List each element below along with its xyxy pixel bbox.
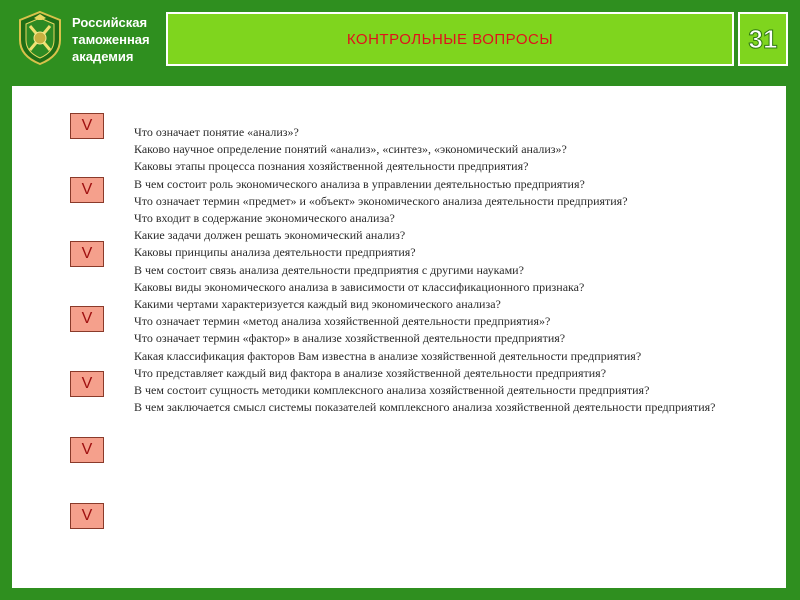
academy-name-line: Российская — [72, 15, 148, 30]
question-item: Каково научное определение понятий «анализ», «синтез», «экономический анализ»? — [134, 142, 567, 157]
check-marker[interactable]: V — [70, 177, 104, 203]
page-number: 31 — [748, 23, 778, 54]
check-marker[interactable]: V — [70, 503, 104, 529]
slide-title: КОНТРОЛЬНЫЕ ВОПРОСЫ — [346, 30, 554, 48]
academy-name-line: академия — [72, 49, 134, 64]
question-item: Что означает термин «фактор» в анализе хозяйственной деятельности предприятия? — [134, 331, 566, 346]
question-item: В чем состоит сущность методики комплексного анализа хозяйственной деятельности предприятия? — [134, 383, 650, 398]
content-panel — [12, 86, 786, 588]
question-item: В чем состоит связь анализа деятельности предприятия с другими науками? — [134, 262, 524, 277]
question-item: Что означает термин «предмет» и «объект» экономического анализа деятельности предприятия? — [134, 193, 628, 208]
question-item: Каковы этапы процесса познания хозяйственной деятельности предприятия? — [134, 159, 529, 174]
academy-name-line: таможенная — [72, 32, 150, 47]
question-item: Какие задачи должен решать экономический анализ? — [134, 228, 406, 243]
page-number-box — [738, 12, 788, 66]
check-marker[interactable]: V — [70, 306, 104, 332]
question-item: Каковы виды экономического анализа в зависимости от классификационного признака? — [134, 279, 585, 294]
check-marker[interactable]: V — [70, 437, 104, 463]
question-item: Какая классификация факторов Вам известна в анализе хозяйственной деятельности предприятия? — [134, 348, 642, 363]
question-item: Что входит в содержание экономического анализа? — [134, 211, 395, 226]
question-item: В чем заключается смысл системы показателей комплексного анализа хозяйственной деятельности предприятия? — [134, 400, 716, 415]
question-item: Какими чертами характеризуется каждый вид экономического анализа? — [134, 297, 501, 312]
title-bar — [166, 12, 734, 66]
question-item: В чем состоит роль экономического анализа в управлении деятельностью предприятия? — [134, 176, 585, 191]
academy-emblem-icon — [16, 10, 64, 66]
check-marker[interactable]: V — [70, 113, 104, 139]
question-item: Каковы принципы анализа деятельности предприятия? — [134, 245, 416, 260]
question-item: Что означает термин «метод анализа хозяйственной деятельности предприятия»? — [134, 314, 551, 329]
check-marker[interactable]: V — [70, 241, 104, 267]
check-marker[interactable]: V — [70, 371, 104, 397]
question-item: Что означает понятие «анализ»? — [134, 125, 299, 139]
questions-list — [134, 124, 764, 416]
academy-name — [72, 14, 150, 65]
question-item: Что представляет каждый вид фактора в анализе хозяйственной деятельности предприятия? — [134, 365, 607, 380]
